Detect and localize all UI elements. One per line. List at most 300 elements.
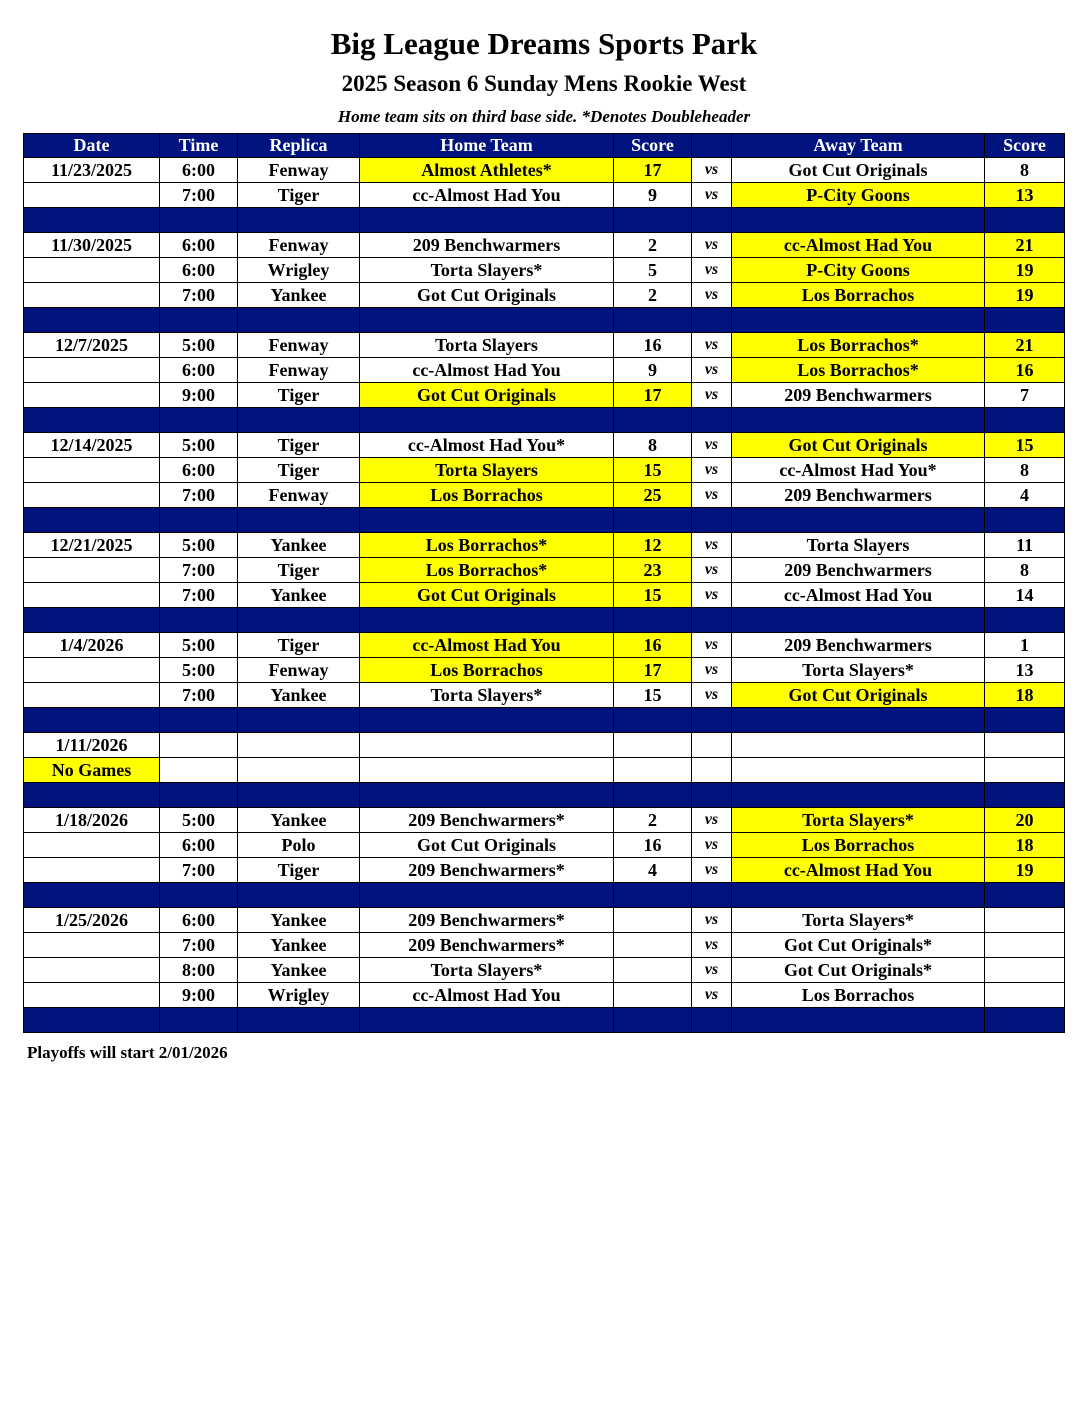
date-cell: 1/25/2026 — [24, 908, 160, 933]
separator-cell — [614, 508, 692, 533]
home-team-cell: 209 Benchwarmers — [360, 233, 614, 258]
col-header-vs — [692, 134, 732, 158]
schedule-body — [24, 158, 1065, 1033]
separator-cell — [238, 1008, 360, 1033]
separator-cell — [360, 508, 614, 533]
separator-cell — [360, 1008, 614, 1033]
replica-cell: Yankee — [238, 908, 360, 933]
separator-cell — [238, 783, 360, 808]
table-row — [24, 758, 1065, 783]
separator-cell — [238, 208, 360, 233]
time-cell: 5:00 — [160, 633, 238, 658]
home-score-cell: 16 — [614, 833, 692, 858]
separator-cell — [24, 208, 160, 233]
separator-row — [24, 508, 1065, 533]
replica-cell: Yankee — [238, 958, 360, 983]
away-score-cell: 1 — [985, 633, 1065, 658]
time-cell: 6:00 — [160, 358, 238, 383]
away-score-cell: 19 — [985, 258, 1065, 283]
time-cell: 5:00 — [160, 433, 238, 458]
home-team-cell: cc-Almost Had You* — [360, 433, 614, 458]
separator-cell — [24, 408, 160, 433]
home-score-cell: 16 — [614, 333, 692, 358]
time-cell: 6:00 — [160, 258, 238, 283]
away-team-cell: cc-Almost Had You — [732, 583, 985, 608]
home-team-cell: 209 Benchwarmers* — [360, 933, 614, 958]
date-cell — [24, 258, 160, 283]
separator-cell — [360, 208, 614, 233]
separator-cell — [160, 708, 238, 733]
table-row — [24, 233, 1065, 258]
separator-row — [24, 1008, 1065, 1033]
home-team-cell: Got Cut Originals — [360, 583, 614, 608]
replica-cell: Tiger — [238, 558, 360, 583]
replica-cell: Fenway — [238, 658, 360, 683]
separator-cell — [692, 1008, 732, 1033]
table-row — [24, 333, 1065, 358]
vs-cell: vs — [692, 808, 732, 833]
date-cell — [24, 358, 160, 383]
replica-cell: Yankee — [238, 683, 360, 708]
away-score-cell: 8 — [985, 458, 1065, 483]
table-row — [24, 833, 1065, 858]
date-cell: 11/30/2025 — [24, 233, 160, 258]
time-cell: 7:00 — [160, 183, 238, 208]
away-score-cell — [985, 908, 1065, 933]
away-team-cell: Got Cut Originals — [732, 158, 985, 183]
separator-cell — [692, 783, 732, 808]
separator-cell — [692, 608, 732, 633]
separator-cell — [360, 883, 614, 908]
date-cell — [24, 658, 160, 683]
empty-cell — [614, 758, 692, 783]
vs-cell: vs — [692, 358, 732, 383]
separator-cell — [985, 508, 1065, 533]
vs-cell: vs — [692, 683, 732, 708]
vs-cell: vs — [692, 933, 732, 958]
vs-cell: vs — [692, 633, 732, 658]
away-score-cell: 4 — [985, 483, 1065, 508]
home-score-cell — [614, 933, 692, 958]
vs-cell: vs — [692, 833, 732, 858]
table-row — [24, 358, 1065, 383]
home-team-cell: cc-Almost Had You — [360, 633, 614, 658]
date-cell — [24, 458, 160, 483]
replica-cell: Wrigley — [238, 258, 360, 283]
away-team-cell: Torta Slayers — [732, 533, 985, 558]
home-team-cell: cc-Almost Had You — [360, 183, 614, 208]
separator-cell — [614, 883, 692, 908]
away-score-cell: 15 — [985, 433, 1065, 458]
separator-cell — [692, 508, 732, 533]
col-header-date: Date — [24, 134, 160, 158]
separator-cell — [732, 208, 985, 233]
col-header-time: Time — [160, 134, 238, 158]
home-team-cell: Los Borrachos* — [360, 558, 614, 583]
time-cell: 5:00 — [160, 808, 238, 833]
separator-cell — [24, 883, 160, 908]
home-score-cell: 23 — [614, 558, 692, 583]
home-team-cell: Torta Slayers — [360, 333, 614, 358]
table-row — [24, 483, 1065, 508]
table-row — [24, 183, 1065, 208]
away-team-cell: 209 Benchwarmers — [732, 483, 985, 508]
away-team-cell: Los Borrachos — [732, 833, 985, 858]
home-score-cell: 15 — [614, 458, 692, 483]
date-cell: 1/11/2026 — [24, 733, 160, 758]
home-score-cell: 9 — [614, 183, 692, 208]
vs-cell: vs — [692, 183, 732, 208]
date-cell — [24, 283, 160, 308]
separator-cell — [24, 608, 160, 633]
away-score-cell: 13 — [985, 658, 1065, 683]
away-team-cell: Torta Slayers* — [732, 908, 985, 933]
time-cell: 7:00 — [160, 858, 238, 883]
replica-cell: Yankee — [238, 283, 360, 308]
separator-cell — [985, 308, 1065, 333]
schedule-table — [23, 133, 1065, 1033]
table-row — [24, 583, 1065, 608]
col-header-home-score: Score — [614, 134, 692, 158]
away-score-cell: 16 — [985, 358, 1065, 383]
home-team-cell: cc-Almost Had You — [360, 983, 614, 1008]
home-score-cell: 17 — [614, 158, 692, 183]
home-score-cell: 9 — [614, 358, 692, 383]
vs-cell: vs — [692, 433, 732, 458]
time-cell: 7:00 — [160, 683, 238, 708]
away-score-cell: 19 — [985, 283, 1065, 308]
away-team-cell: cc-Almost Had You* — [732, 458, 985, 483]
date-cell: 11/23/2025 — [24, 158, 160, 183]
home-score-cell: 25 — [614, 483, 692, 508]
time-cell: 7:00 — [160, 283, 238, 308]
separator-cell — [24, 708, 160, 733]
separator-row — [24, 308, 1065, 333]
separator-cell — [238, 708, 360, 733]
table-row — [24, 258, 1065, 283]
date-cell — [24, 483, 160, 508]
date-cell — [24, 958, 160, 983]
separator-row — [24, 408, 1065, 433]
home-score-cell: 16 — [614, 633, 692, 658]
replica-cell: Tiger — [238, 383, 360, 408]
date-cell — [24, 583, 160, 608]
away-team-cell: 209 Benchwarmers — [732, 633, 985, 658]
home-team-cell: Got Cut Originals — [360, 283, 614, 308]
date-cell: 1/4/2026 — [24, 633, 160, 658]
vs-cell: vs — [692, 658, 732, 683]
date-cell — [24, 183, 160, 208]
home-team-cell: cc-Almost Had You — [360, 358, 614, 383]
replica-cell: Yankee — [238, 808, 360, 833]
separator-row — [24, 708, 1065, 733]
home-score-cell — [614, 958, 692, 983]
separator-cell — [160, 408, 238, 433]
away-score-cell: 8 — [985, 158, 1065, 183]
away-score-cell: 7 — [985, 383, 1065, 408]
vs-cell: vs — [692, 858, 732, 883]
separator-row — [24, 783, 1065, 808]
home-team-cell: Got Cut Originals — [360, 383, 614, 408]
separator-cell — [360, 408, 614, 433]
separator-cell — [692, 708, 732, 733]
away-team-cell: 209 Benchwarmers — [732, 558, 985, 583]
separator-cell — [24, 1008, 160, 1033]
vs-cell: vs — [692, 583, 732, 608]
home-score-cell: 2 — [614, 283, 692, 308]
table-row — [24, 808, 1065, 833]
home-team-cell: 209 Benchwarmers* — [360, 908, 614, 933]
time-cell: 7:00 — [160, 933, 238, 958]
separator-cell — [614, 408, 692, 433]
time-cell: 6:00 — [160, 833, 238, 858]
no-games-cell: No Games — [24, 758, 160, 783]
home-team-cell: 209 Benchwarmers* — [360, 858, 614, 883]
away-team-cell: Got Cut Originals* — [732, 933, 985, 958]
date-cell: 12/14/2025 — [24, 433, 160, 458]
separator-cell — [732, 708, 985, 733]
empty-cell — [160, 758, 238, 783]
home-score-cell: 4 — [614, 858, 692, 883]
time-cell: 9:00 — [160, 383, 238, 408]
table-row — [24, 933, 1065, 958]
vs-cell: vs — [692, 908, 732, 933]
home-team-cell: Torta Slayers* — [360, 958, 614, 983]
col-header-replica: Replica — [238, 134, 360, 158]
separator-cell — [160, 508, 238, 533]
home-score-cell: 17 — [614, 383, 692, 408]
date-cell — [24, 983, 160, 1008]
away-score-cell: 21 — [985, 333, 1065, 358]
separator-cell — [692, 308, 732, 333]
home-score-cell: 12 — [614, 533, 692, 558]
home-team-cell: Got Cut Originals — [360, 833, 614, 858]
table-row — [24, 558, 1065, 583]
away-team-cell: Got Cut Originals — [732, 683, 985, 708]
empty-cell — [360, 758, 614, 783]
replica-cell: Tiger — [238, 858, 360, 883]
home-score-cell — [614, 983, 692, 1008]
replica-cell: Fenway — [238, 333, 360, 358]
separator-cell — [160, 883, 238, 908]
away-team-cell: Got Cut Originals* — [732, 958, 985, 983]
vs-cell: vs — [692, 233, 732, 258]
empty-cell — [160, 733, 238, 758]
time-cell: 7:00 — [160, 558, 238, 583]
away-score-cell: 8 — [985, 558, 1065, 583]
date-cell — [24, 933, 160, 958]
time-cell: 7:00 — [160, 583, 238, 608]
home-score-cell: 2 — [614, 233, 692, 258]
separator-cell — [985, 208, 1065, 233]
away-score-cell: 13 — [985, 183, 1065, 208]
home-team-cell: Torta Slayers* — [360, 683, 614, 708]
away-team-cell: Los Borrachos* — [732, 333, 985, 358]
away-score-cell: 18 — [985, 683, 1065, 708]
separator-cell — [160, 308, 238, 333]
separator-cell — [160, 208, 238, 233]
away-score-cell — [985, 983, 1065, 1008]
date-cell — [24, 858, 160, 883]
table-row — [24, 858, 1065, 883]
away-score-cell: 18 — [985, 833, 1065, 858]
date-cell — [24, 833, 160, 858]
vs-cell: vs — [692, 958, 732, 983]
replica-cell: Tiger — [238, 633, 360, 658]
replica-cell: Yankee — [238, 933, 360, 958]
replica-cell: Polo — [238, 833, 360, 858]
separator-cell — [692, 883, 732, 908]
separator-cell — [732, 1008, 985, 1033]
separator-cell — [160, 608, 238, 633]
home-score-cell: 5 — [614, 258, 692, 283]
time-cell: 6:00 — [160, 233, 238, 258]
replica-cell: Yankee — [238, 533, 360, 558]
empty-cell — [732, 758, 985, 783]
separator-cell — [732, 883, 985, 908]
away-team-cell: Los Borrachos — [732, 983, 985, 1008]
away-score-cell: 11 — [985, 533, 1065, 558]
separator-cell — [692, 408, 732, 433]
time-cell: 9:00 — [160, 983, 238, 1008]
separator-cell — [732, 608, 985, 633]
separator-cell — [238, 408, 360, 433]
vs-cell: vs — [692, 983, 732, 1008]
time-cell: 8:00 — [160, 958, 238, 983]
home-score-cell: 15 — [614, 683, 692, 708]
empty-cell — [692, 758, 732, 783]
table-row — [24, 658, 1065, 683]
away-score-cell: 14 — [985, 583, 1065, 608]
replica-cell: Fenway — [238, 158, 360, 183]
separator-cell — [24, 308, 160, 333]
table-row — [24, 158, 1065, 183]
vs-cell: vs — [692, 533, 732, 558]
table-row — [24, 283, 1065, 308]
home-score-cell — [614, 908, 692, 933]
table-row — [24, 908, 1065, 933]
separator-cell — [732, 408, 985, 433]
home-team-cell: Los Borrachos — [360, 483, 614, 508]
separator-cell — [732, 308, 985, 333]
home-score-cell: 2 — [614, 808, 692, 833]
table-row — [24, 983, 1065, 1008]
date-cell — [24, 558, 160, 583]
separator-cell — [238, 608, 360, 633]
separator-cell — [360, 608, 614, 633]
replica-cell: Fenway — [238, 483, 360, 508]
date-cell — [24, 383, 160, 408]
vs-cell: vs — [692, 483, 732, 508]
separator-cell — [614, 708, 692, 733]
away-team-cell: Los Borrachos* — [732, 358, 985, 383]
separator-cell — [360, 708, 614, 733]
vs-cell: vs — [692, 558, 732, 583]
separator-cell — [360, 308, 614, 333]
vs-cell: vs — [692, 458, 732, 483]
home-score-cell: 15 — [614, 583, 692, 608]
home-team-cell: Los Borrachos — [360, 658, 614, 683]
away-team-cell: Torta Slayers* — [732, 808, 985, 833]
separator-cell — [985, 1008, 1065, 1033]
vs-cell: vs — [692, 333, 732, 358]
replica-cell: Fenway — [238, 358, 360, 383]
away-score-cell: 19 — [985, 858, 1065, 883]
home-team-cell: Torta Slayers* — [360, 258, 614, 283]
away-team-cell: cc-Almost Had You — [732, 233, 985, 258]
separator-cell — [985, 883, 1065, 908]
separator-cell — [614, 208, 692, 233]
separator-cell — [238, 508, 360, 533]
date-cell: 12/21/2025 — [24, 533, 160, 558]
table-row — [24, 958, 1065, 983]
home-score-cell: 8 — [614, 433, 692, 458]
empty-cell — [614, 733, 692, 758]
header-row — [24, 134, 1065, 158]
empty-cell — [692, 733, 732, 758]
separator-cell — [160, 1008, 238, 1033]
separator-cell — [732, 783, 985, 808]
table-row — [24, 458, 1065, 483]
home-team-cell: Los Borrachos* — [360, 533, 614, 558]
away-team-cell: cc-Almost Had You — [732, 858, 985, 883]
separator-cell — [985, 708, 1065, 733]
separator-cell — [614, 1008, 692, 1033]
date-cell: 1/18/2026 — [24, 808, 160, 833]
time-cell: 6:00 — [160, 908, 238, 933]
schedule-note: Home team sits on third base side. *Denotes Doubleheader — [337, 107, 751, 126]
vs-cell: vs — [692, 383, 732, 408]
table-row — [24, 383, 1065, 408]
empty-cell — [985, 733, 1065, 758]
time-cell: 6:00 — [160, 158, 238, 183]
time-cell: 7:00 — [160, 483, 238, 508]
table-row — [24, 533, 1065, 558]
empty-cell — [732, 733, 985, 758]
col-header-away-team: Away Team — [732, 134, 985, 158]
separator-row — [24, 208, 1065, 233]
away-team-cell: Got Cut Originals — [732, 433, 985, 458]
separator-row — [24, 608, 1065, 633]
time-cell: 5:00 — [160, 658, 238, 683]
away-team-cell: Torta Slayers* — [732, 658, 985, 683]
vs-cell: vs — [692, 258, 732, 283]
empty-cell — [985, 758, 1065, 783]
time-cell: 5:00 — [160, 333, 238, 358]
separator-cell — [24, 508, 160, 533]
separator-cell — [985, 608, 1065, 633]
time-cell: 6:00 — [160, 458, 238, 483]
replica-cell: Tiger — [238, 183, 360, 208]
separator-cell — [360, 783, 614, 808]
empty-cell — [238, 733, 360, 758]
empty-cell — [360, 733, 614, 758]
replica-cell: Tiger — [238, 458, 360, 483]
date-cell — [24, 683, 160, 708]
date-cell: 12/7/2025 — [24, 333, 160, 358]
separator-cell — [692, 208, 732, 233]
away-team-cell: P-City Goons — [732, 258, 985, 283]
away-score-cell — [985, 933, 1065, 958]
separator-cell — [238, 308, 360, 333]
col-header-away-score: Score — [985, 134, 1065, 158]
away-score-cell: 20 — [985, 808, 1065, 833]
separator-cell — [160, 783, 238, 808]
table-row — [24, 683, 1065, 708]
separator-cell — [732, 508, 985, 533]
home-score-cell: 17 — [614, 658, 692, 683]
vs-cell: vs — [692, 158, 732, 183]
